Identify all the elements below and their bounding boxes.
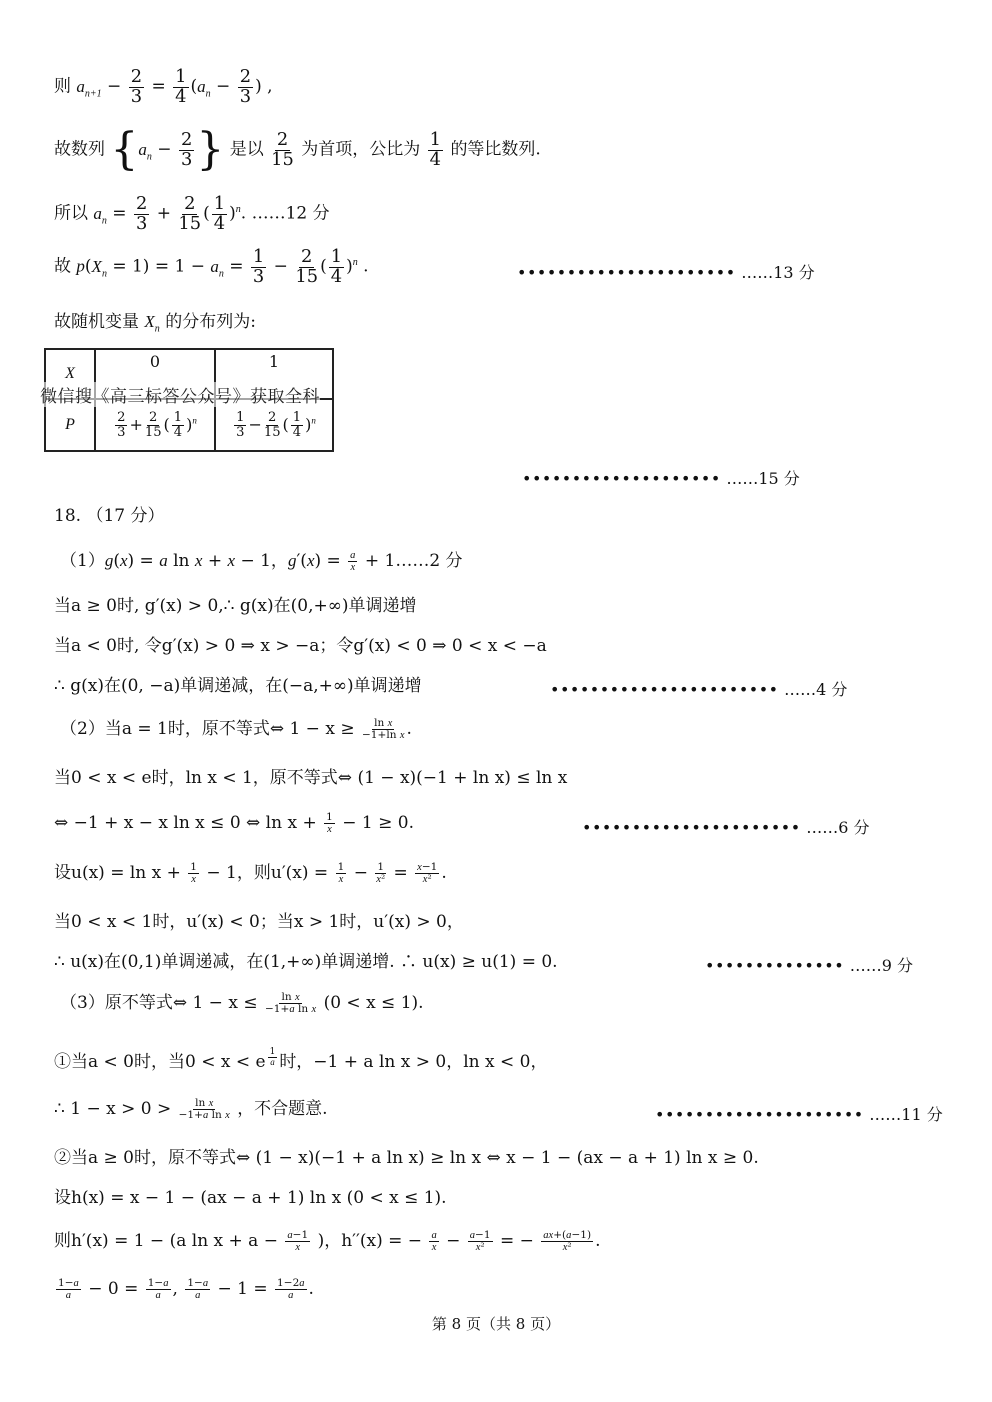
table-header-x: X — [45, 349, 95, 399]
part3-derivatives: 则h′(x) = 1 − (a ln x + a − $\frac{a-1}{x}$ )，h′′(x) = − $\frac{a}{x}$ − $\frac{a-1}{\text{x²}}$ = − $\frac{ax+(a-1)}{\text{x²}}$ . — [54, 1229, 601, 1254]
table-header-1: 1 — [215, 349, 333, 399]
question-18-heading: 18. （17 分） — [54, 506, 165, 526]
part1-definition: （1）g(x) = a ln x + x − 1，g′(x) = $\frac{a}{x}$ + 1……2 分 — [60, 550, 463, 574]
part2-sign: 当0 < x < 1时，u′(x) < 0；当x > 1时，u′(x) > 0， — [54, 912, 464, 932]
part3-case1-conclusion: ∴ 1 − x > 0 > $\frac{\text{ln x}}{\text{−1+a ln x}}$ ，不合题意. — [54, 1097, 328, 1122]
table-header-0: 0 — [95, 349, 215, 399]
geometric-sequence-statement: 故数列 {$a_n$ − $\frac{2}{3}$ } 是以 $\frac{2}{15}$ 为首项，公比为 $\frac{1}{4}$ 的等比数列. — [54, 124, 541, 175]
part2-case: 当0 < x < e时，ln x < 1，原不等式⇔ (1 − x)(−1 + ln x) ≤ ln x — [54, 768, 568, 788]
part3-case2: ②当a ≥ 0时，原不等式⇔ (1 − x)(−1 + a ln x) ≥ ln x ⇔ x − 1 − (ax − a + 1) ln x ≥ 0. — [54, 1148, 759, 1168]
part3-h-definition: 设h(x) = x − 1 − (ax − a + 1) ln x (0 < x ≤ 1). — [54, 1188, 447, 1208]
score-dots-15: •••••••••••••••••••• ……15 分 — [522, 469, 800, 488]
part3-intro: （3）原不等式⇔ 1 − x ≤ $\frac{\text{ln x}}{\text{−1+a ln x}}$ (0 < x ≤ 1). — [60, 991, 424, 1016]
score-dots-11: ••••••••••••••••••••• ……11 分 — [655, 1105, 943, 1124]
score-dots-13: •••••••••••••••••••••• ……13 分 — [517, 263, 815, 282]
part2-equivalence: ⇔ −1 + x − x ln x ≤ 0 ⇔ ln x + $\frac{1}{x}$ − 1 ≥ 0. — [54, 811, 414, 836]
part3-case1: ①当a < 0时，当0 < x < e $^{\frac{1}{a}}$ 时，−1 + a ln x > 0，ln x < 0， — [54, 1047, 548, 1073]
an-formula: 所以 $a_n$ = $\frac{2}{3}$ + $\frac{2}{15}$ ( $\frac{1}{4}$ )$^n$. ……12 分 — [54, 193, 330, 234]
score-dots-4: ••••••••••••••••••••••• ……4 分 — [550, 680, 848, 699]
distribution-intro: 故随机变量 $X_n$ 的分布列为: — [54, 312, 256, 335]
equation-recurrence: 则 $a_{n+1}$ − $\frac{2}{3}$ = $\frac{1}{4}$ ($a_n$ − $\frac{2}{3}$ ) , — [54, 66, 273, 107]
watermark-text: 微信搜《高三标答公众号》获取全科 — [40, 382, 320, 407]
probability-formula: 故 $p(X_n = 1) = 1 - a_n$ = $\frac{1}{3}$ − $\frac{2}{15}$ ( $\frac{1}{4}$ )$^n$ . — [54, 246, 369, 287]
table-cell-p0: $\frac{2}{3}$ + $\frac{2}{15}$ ( $\frac{1}{4}$ )$^n$ — [95, 399, 215, 451]
page-footer: 第 8 页（共 8 页） — [431, 1315, 561, 1333]
part3-values: $\frac{1-a}{a}$ − 0 = $\frac{1-a}{a}$ , $\frac{1-a}{a}$ − 1 = $\frac{1-2a}{a}$ . — [58, 1277, 314, 1302]
part2-u-definition: 设u(x) = ln x + $\frac{1}{x}$ − 1，则u′(x) = $\frac{1}{x}$ − $\frac{1}{\text{x²}}$ = $\frac{x-1}{\text{x²}}$ . — [54, 861, 447, 886]
score-dots-6: •••••••••••••••••••••• ……6 分 — [582, 818, 870, 837]
part2-conclusion: ∴ u(x)在(0,1)单调递减，在(1,+∞)单调递增. ∴ u(x) ≥ u(1) = 0. — [54, 952, 558, 972]
score-12: ……12 分 — [251, 203, 330, 224]
part1-monotonic: ∴ g(x)在(0, −a)单调递减，在(−a,+∞)单调递增 — [54, 676, 422, 696]
table-row-label-p: P — [45, 399, 95, 451]
part1-case-nonneg: 当a ≥ 0时, g′(x) > 0,∴ g(x)在(0,+∞)单调递增 — [54, 596, 417, 616]
table-cell-p1: $\frac{1}{3}$ − $\frac{2}{15}$ ( $\frac{1}{4}$ )$^n$ — [215, 399, 333, 451]
part1-case-neg: 当a < 0时, 令g′(x) > 0 ⇒ x > −a；令g′(x) < 0 ⇒ 0 < x < −a — [54, 636, 547, 656]
score-dots-9: •••••••••••••• ……9 分 — [705, 956, 913, 975]
part2-intro: （2）当a = 1时，原不等式⇔ 1 − x ≥ $\frac{\text{ln x}}{\text{−1+ln x}}$ . — [60, 717, 412, 742]
